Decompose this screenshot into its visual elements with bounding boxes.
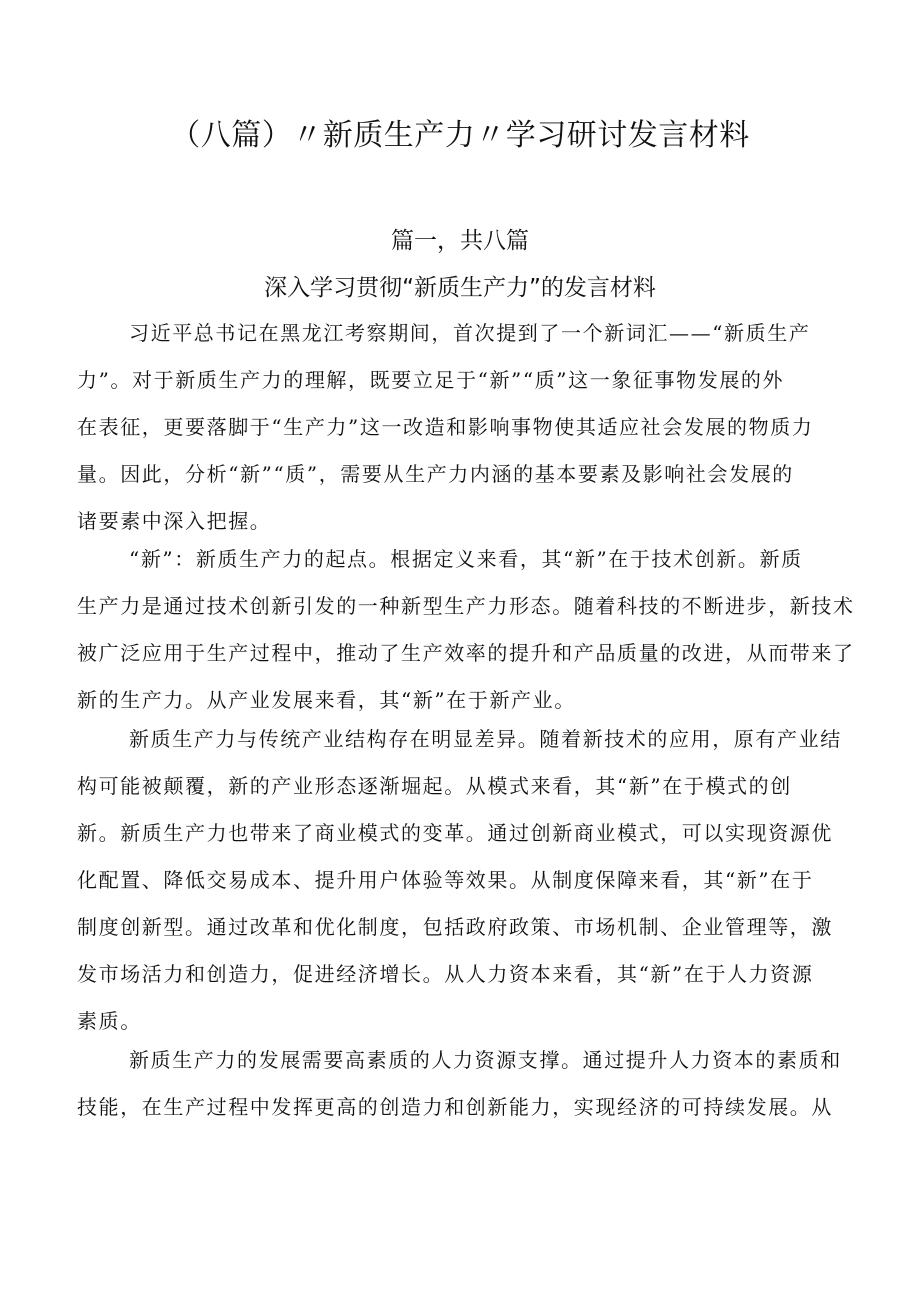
paragraph-3: [77, 716, 857, 1045]
text-line: “新”：新质生产力的起点。根据定义来看，其“新”在于技术创新。新质: [129, 547, 803, 571]
text-line: 新的生产力。从产业发展来看，其“新”在于新产业。: [77, 688, 576, 712]
text-line: 新质生产力与传统产业结构存在明显差异。随着新技术的应用，原有产业结: [129, 727, 842, 751]
text-line: 新质生产力的发展需要高素质的人力资源支撑。通过提升人力资本的素质和: [129, 1048, 842, 1072]
text-line: 发市场活力和创造力，促进经济增长。从人力资本来看，其“新”在于人力资源: [77, 962, 814, 986]
paragraph-1: [77, 310, 857, 545]
text-line: 制度创新型。通过改革和优化制度，包括政府政策、市场机制、企业管理等，激: [77, 915, 833, 939]
text-line: 技能，在生产过程中发挥更高的创造力和创新能力，实现经济的可持续发展。从: [77, 1095, 833, 1119]
section-heading: 篇一，共八篇: [391, 228, 529, 254]
text-line: 生产力是通过技术创新引发的一种新型生产力形态。随着科技的不断进步，新技术: [77, 594, 855, 618]
text-line: 被广泛应用于生产过程中，推动了生产效率的提升和产品质量的改进，从而带来了: [77, 641, 855, 665]
article-title: 深入学习贯彻“新质生产力”的发言材料: [264, 275, 656, 301]
paragraph-2: [77, 536, 857, 724]
text-line: 量。因此，分析“新”“质”，需要从生产力内涵的基本要素及影响社会发展的: [77, 462, 794, 486]
text-line: 诸要素中深入把握。: [77, 509, 272, 533]
paragraph-4: [77, 1037, 857, 1131]
document-title: （八篇）〃新质生产力〃学习研讨发言材料: [170, 118, 750, 153]
text-line: 素质。: [77, 1009, 142, 1033]
text-line: 化配置、降低交易成本、提升用户体验等效果。从制度保障来看，其“新”在于: [77, 868, 814, 892]
text-line: 力”。对于新质生产力的理解，既要立足于“新”“质”这一象征事物发展的外: [77, 368, 785, 392]
text-line: 新。新质生产力也带来了商业模式的变革。通过创新商业模式，可以实现资源优: [77, 821, 833, 845]
text-line: 构可能被颠覆，新的产业形态逐渐堀起。从模式来看，其“新”在于模式的创: [77, 774, 792, 798]
text-line: 习近平总书记在黑龙江考察期间，首次提到了一个新词汇——“新质生产: [129, 321, 811, 345]
text-line: 在表征，更要落脚于“生产力”这一改造和影响事物使其适应社会发展的物质力: [77, 415, 814, 439]
